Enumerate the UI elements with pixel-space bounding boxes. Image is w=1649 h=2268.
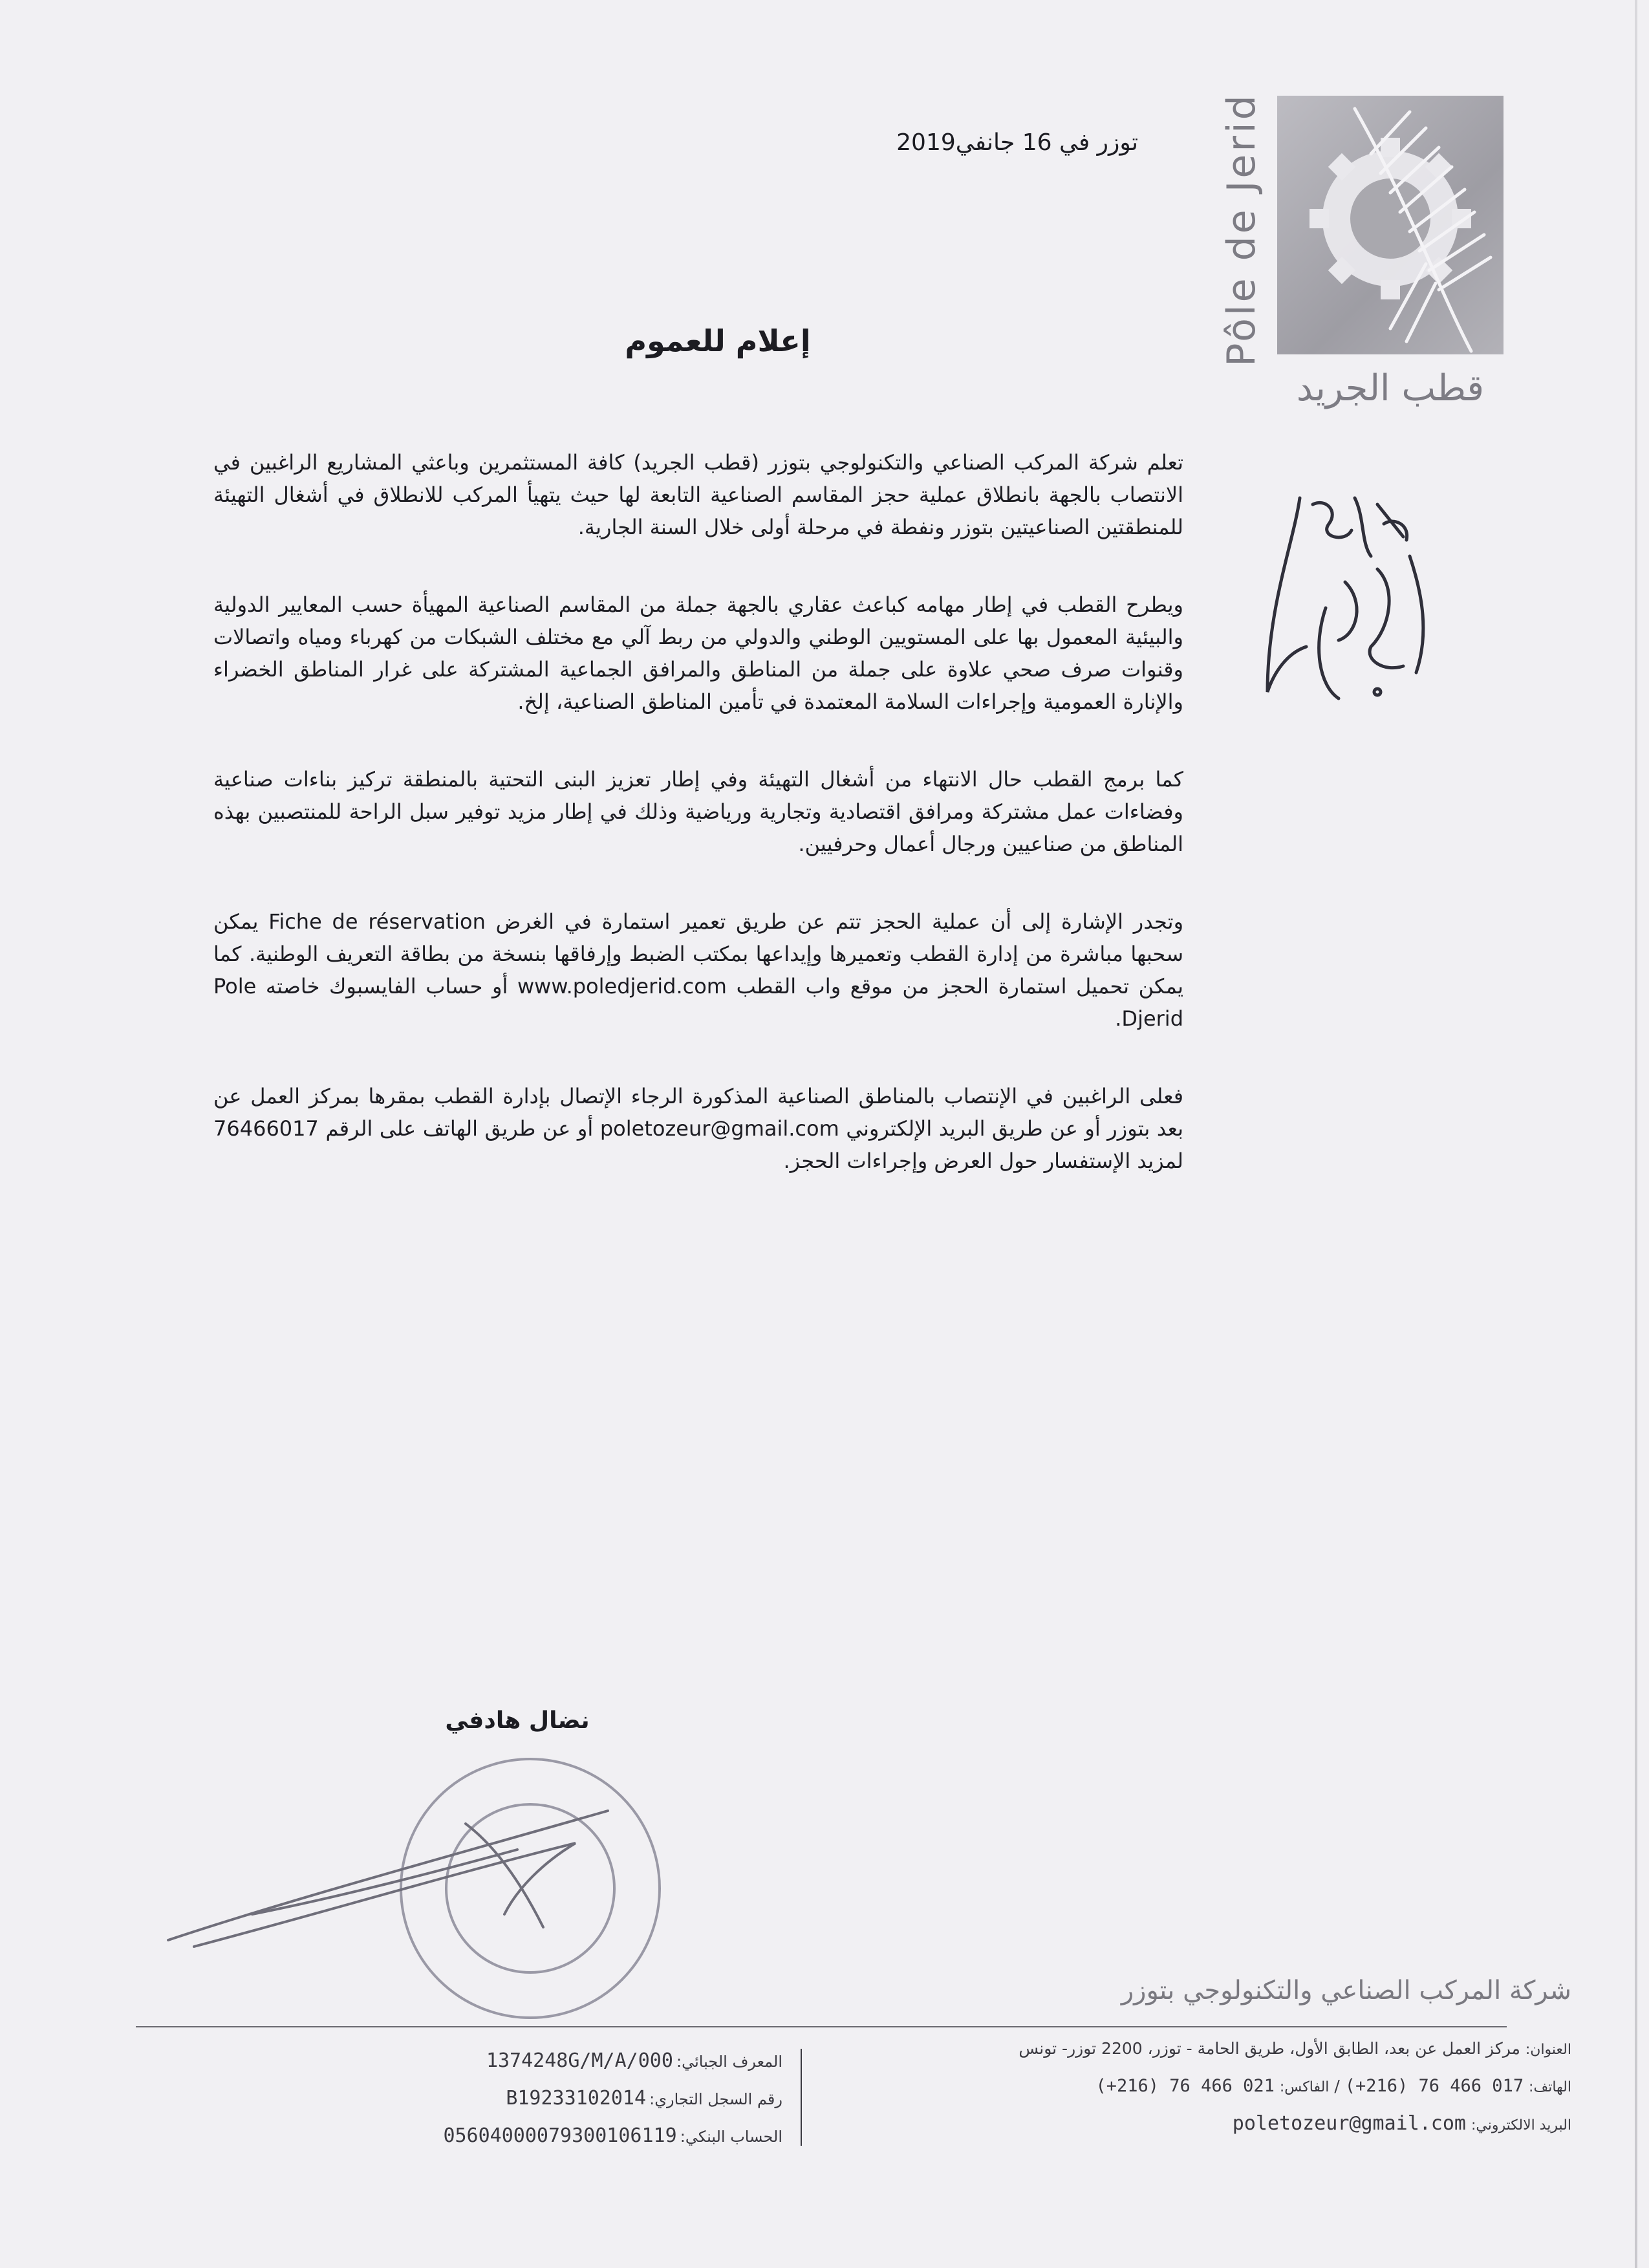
contact-email-link[interactable]: poletozeur@gmail.com bbox=[599, 1116, 839, 1141]
paragraph-4-end: . bbox=[1115, 1006, 1122, 1031]
page-edge bbox=[1635, 0, 1637, 2268]
footer-registration bbox=[323, 2044, 782, 2156]
paragraph-5-text-a: فعلى الراغبين في الإنتصاب بالمناطق الصناعية المذكورة الرجاء الإتصال بإدارة القطب بمقرها بمركز العمل عن بعد بتوزر أو عن طريق البريد الإلكتروني bbox=[213, 1084, 1184, 1141]
footer-tax-id-line bbox=[323, 2044, 782, 2081]
register-value: B19233102014 bbox=[506, 2087, 647, 2110]
footer-address-line bbox=[834, 2031, 1571, 2068]
letter-body bbox=[213, 446, 1183, 1222]
footer-email-line bbox=[834, 2106, 1571, 2144]
body-paragraph-5 bbox=[213, 1080, 1183, 1177]
signer-name: نضال هادفي bbox=[445, 1707, 590, 1734]
footer-register-line bbox=[323, 2081, 782, 2119]
website-link[interactable]: www.poledjerid.com bbox=[517, 974, 727, 999]
paragraph-4-text-c: أو حساب الفايسبوك خاصته bbox=[265, 974, 508, 999]
footer-column-divider bbox=[801, 2049, 802, 2146]
paragraph-5-text-c: لمزيد الإستفسار حول العرض وإجراءات الحجز. bbox=[783, 1149, 1183, 1173]
bank-label: الحساب البنكي: bbox=[680, 2128, 782, 2146]
footer-divider bbox=[136, 2026, 1507, 2027]
paragraph-4-text-b: يمكن سحبها مباشرة من إدارة القطب وتعميرها وإيداعها بمكتب الضبط وإرفاقها بنسخة من بطاقة التعريف الوطنية. كما يمكن تحميل استمارة الحجز من موقع واب القطب bbox=[213, 909, 1184, 999]
footer-company-name: شركة المركب الصناعي والتكنولوجي بتوزر bbox=[1121, 1976, 1571, 2005]
footer-bank-line bbox=[323, 2119, 782, 2156]
address-value: مركز العمل عن بعد، الطابق الأول، طريق الحامة - توزر، 2200 توزر- تونس bbox=[1018, 2039, 1520, 2058]
handwritten-annotation bbox=[1216, 479, 1487, 737]
body-paragraph-2: ويطرح القطب في إطار مهامه كباعث عقاري بالجهة جملة من المقاسم الصناعية المهيأة حسب المعايير الدولية والبيئية المعمول بها على المستويين الوطني والدولي من ربط آلي مع مختلف الشبكات من كهرباء ومياه واتصالات وقنوات صرف صحي علاوة على جملة من المناطق والمرافق الجماعية المشتركة على غرار المناطق الخضراء والإنارة العمومية وإجراءات السلامة المعتمدة في تأمين المناطق الصناعية، إلخ. bbox=[213, 592, 1183, 714]
tax-id-label: المعرف الجبائي: bbox=[676, 2053, 782, 2071]
contact-phone: 76466017 bbox=[213, 1116, 319, 1141]
register-label: رقم السجل التجاري: bbox=[649, 2090, 782, 2108]
phone-label: الهاتف: bbox=[1529, 2079, 1571, 2095]
body-paragraph-3: كما برمج القطب حال الانتهاء من أشغال التهيئة وفي إطار تعزيز البنى التحتية بالمنطقة تركيز بناءات صناعية وفضاءات عمل مشتركة ومرافق اقتصادية وتجارية ورياضية وذلك في إطار مزيد توفير سبل الراحة للمنتصبين بهذه المناطق من صناعيين ورجال أعمال وحرفيين. bbox=[213, 767, 1183, 856]
bank-value: 05604000079300106119 bbox=[443, 2124, 677, 2147]
form-name: Fiche de réservation bbox=[268, 909, 486, 934]
footer-contact bbox=[834, 2031, 1571, 2144]
body-paragraph-4 bbox=[213, 905, 1183, 1035]
tax-id-value: 1374248G/M/A/000 bbox=[486, 2049, 673, 2072]
paragraph-4-text-a: وتجدر الإشارة إلى أن عملية الحجز تتم عن طريق تعمير استمارة في الغرض bbox=[495, 909, 1184, 934]
fax-value: (+216) 76 466 021 bbox=[1095, 2076, 1275, 2096]
body-paragraph-1: تعلم شركة المركب الصناعي والتكنولوجي بتوزر (قطب الجريد) كافة المستثمرين وباعثي المشاريع الراغبين في الانتصاب بالجهة بانطلاق عملية حجز المقاسم الصناعية التابعة لها حيث يتهيأ المركب للانطلاق في أشغال التهيئة للمنطقتين الصناعيتين بتوزر ونفطة في مرحلة أولى خلال السنة الجارية. bbox=[213, 450, 1183, 539]
palm-gear-logo-icon bbox=[1277, 96, 1503, 354]
letter-date: توزر في 16 جانفي2019 bbox=[896, 129, 1138, 156]
fax-label: الفاكس: bbox=[1279, 2079, 1330, 2095]
phone-value: (+216) 76 466 017 bbox=[1344, 2076, 1524, 2096]
address-label: العنوان: bbox=[1525, 2042, 1571, 2058]
logo-arabic-text: قطب الجريد bbox=[1296, 367, 1485, 409]
email-label: البريد الالكتروني: bbox=[1471, 2117, 1571, 2133]
page-title: إعلام للعموم bbox=[625, 323, 811, 358]
footer-phone-line: الهاتف: (+216) 76 466 017 / الفاكس: (+216) 76 466 021 bbox=[1095, 2076, 1571, 2096]
handwritten-signature bbox=[155, 1785, 647, 1979]
facebook-page-name: Pole Djerid bbox=[213, 974, 1183, 1031]
logo-latin-text: Pôle de Jerid bbox=[1219, 92, 1265, 367]
footer-email-link[interactable]: poletozeur@gmail.com bbox=[1232, 2112, 1466, 2135]
paragraph-5-text-b: أو عن طريق الهاتف على الرقم bbox=[325, 1116, 594, 1141]
